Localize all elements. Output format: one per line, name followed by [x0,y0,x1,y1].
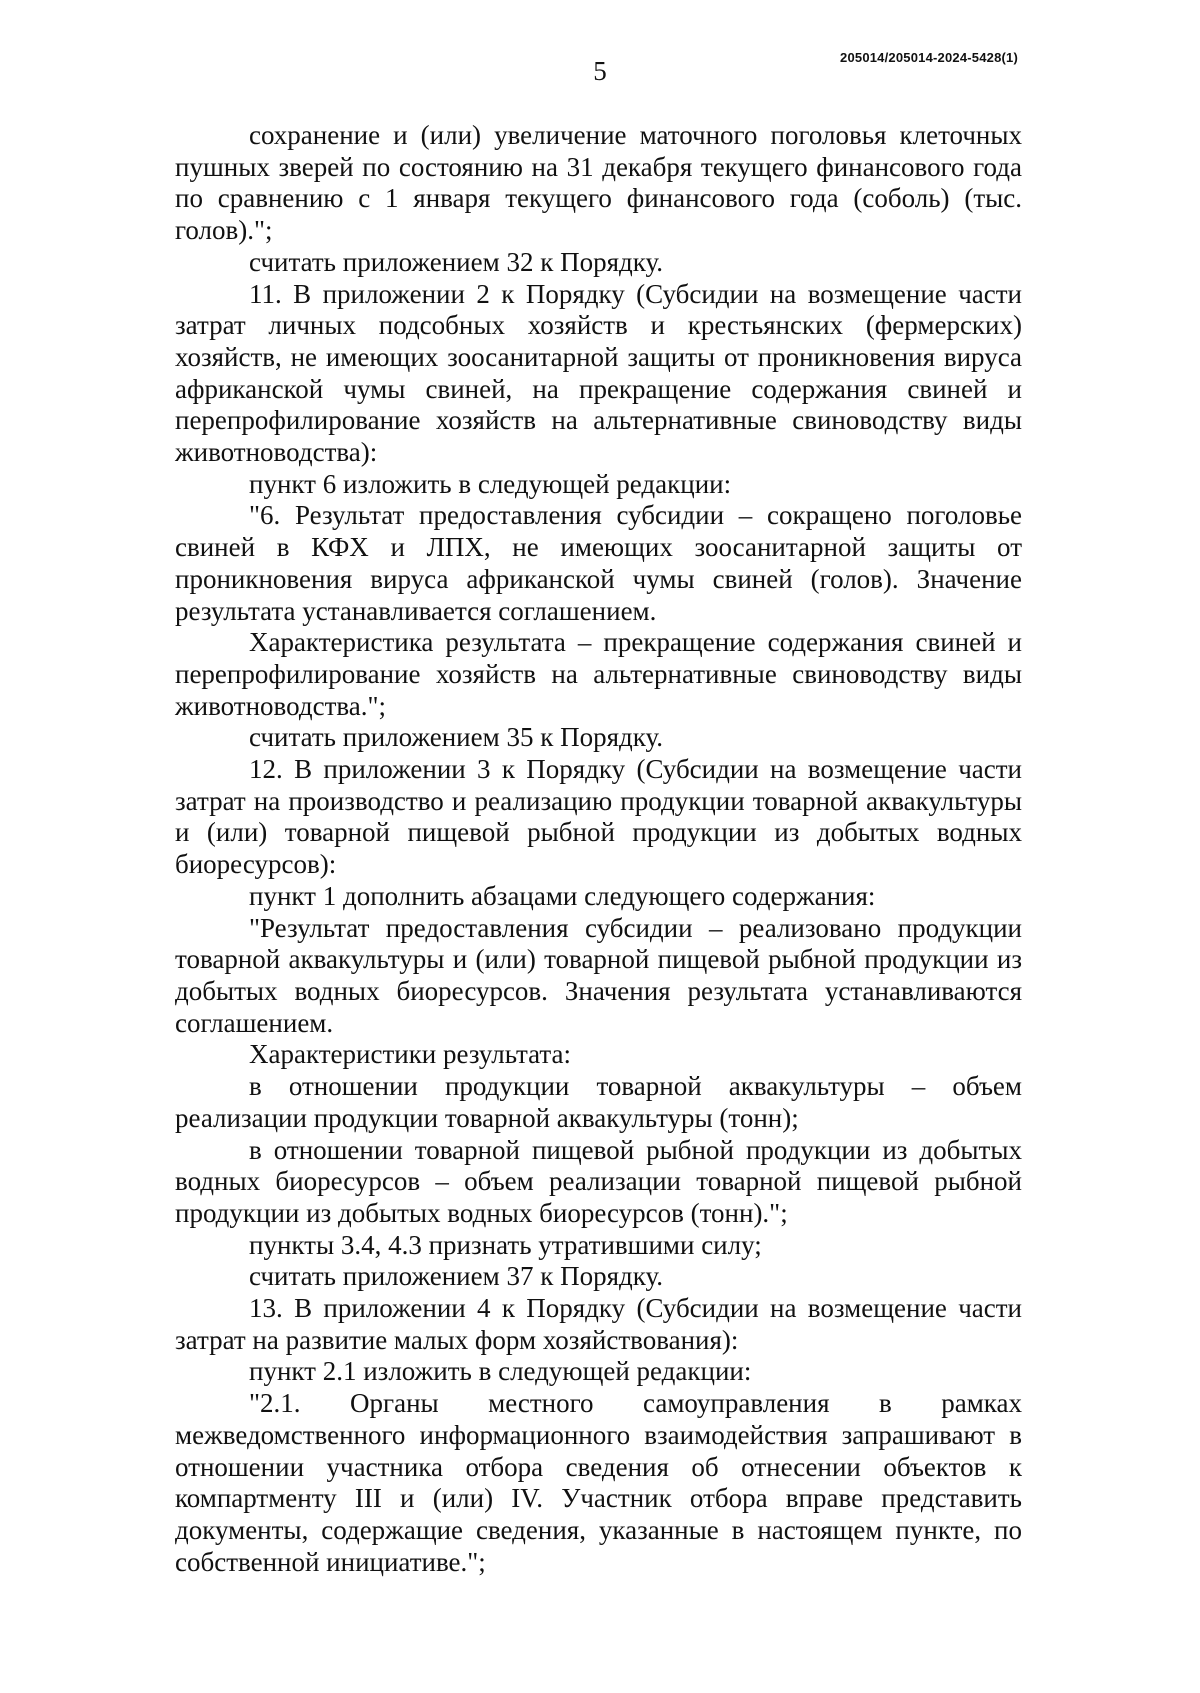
paragraph: пункт 2.1 изложить в следующей редакции: [249,1356,752,1387]
paragraph: Характеристики результата: [249,1039,572,1070]
document-id: 205014/205014-2024-5428(1) [840,50,1018,65]
page-number: 5 [593,56,607,86]
paragraph: 13. В приложении 4 к Порядку (Субсидии на возмещение части затрат на развитие малых форм хозяйствования): [175,1293,1022,1355]
document-body [175,120,1022,1578]
paragraph: в отношении товарной пищевой рыбной продукции из добытых водных биоресурсов – объем реализации товарной пищевой рыбной продукции из добытых водных биоресурсов (тонн)."; [175,1134,1022,1228]
paragraph: "6. Результат предоставления субсидии – сокращено поголовье свиней в КФХ и ЛПХ, не имеющих зоосанитарной защиты от проникновения вируса африканской чумы свиней (голов). Значение результата устанавливается соглашением. [175,500,1022,626]
paragraph: "Результат предоставления субсидии – реализовано продукции товарной аквакультуры и (или) товарной пищевой рыбной продукции из добытых водных биоресурсов. Значения результата устанавливаются соглашением. [175,912,1022,1038]
paragraph: 11. В приложении 2 к Порядку (Субсидии на возмещение части затрат личных подсобных хозяйств и крестьянских (фермерских) хозяйств, не имеющих зоосанитарной защиты от проникновения вируса африканской чумы свиней, на прекращение содержания свиней и перепрофилирование хозяйств на альтернативные свиноводству виды животноводства): [175,278,1022,468]
paragraph: Характеристика результата – прекращение содержания свиней и перепрофилирование хозяйств на альтернативные свиноводству виды животноводства."; [175,627,1022,721]
paragraph: считать приложением 35 к Порядку. [249,722,664,753]
paragraph: "2.1. Органы местного самоуправления в рамках межведомственного информационного взаимодействия запрашивают в отношении участника отбора сведения об отнесении объектов к компартменту III и (или) IV. Участник отбора вправе представить документы, содержащие сведения, указанные в настоящем пункте, по собственной инициативе."; [175,1388,1022,1577]
paragraph: считать приложением 32 к Порядку. [249,246,664,277]
paragraph: пункт 1 дополнить абзацами следующего содержания: [249,880,876,911]
paragraph: пункты 3.4, 4.3 признать утратившими силу; [249,1229,762,1260]
paragraph: в отношении продукции товарной аквакультуры – объем реализации продукции товарной аквакультуры (тонн); [175,1071,1022,1133]
paragraph: 12. В приложении 3 к Порядку (Субсидии на возмещение части затрат на производство и реализацию продукции товарной аквакультуры и (или) товарной пищевой рыбной продукции из добытых водных биоресурсов): [175,754,1022,880]
paragraph: считать приложением 37 к Порядку. [249,1261,664,1292]
paragraph: сохранение и (или) увеличение маточного поголовья клеточных пушных зверей по состоянию на 31 декабря текущего финансового года по сравнению с 1 января текущего финансового года (соболь) (тыс. голов)."; [175,120,1022,246]
paragraph: пункт 6 изложить в следующей редакции: [249,468,732,499]
